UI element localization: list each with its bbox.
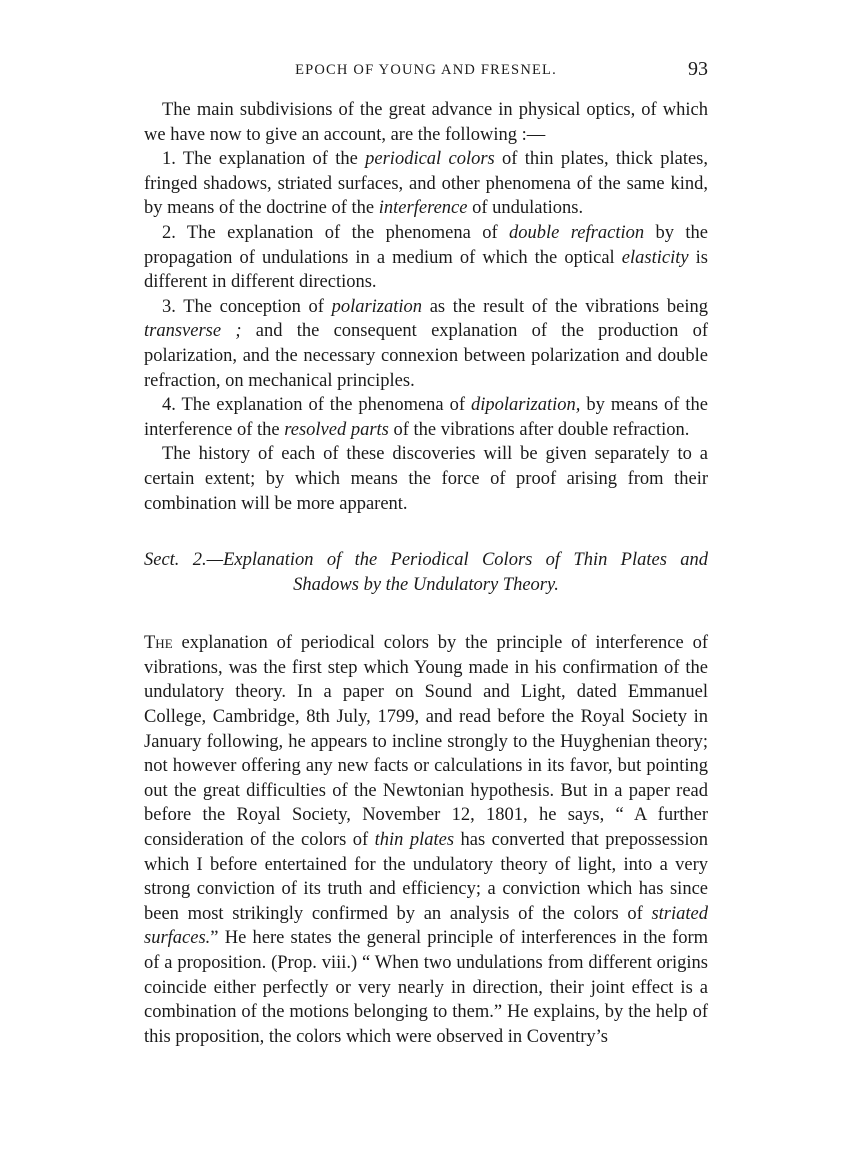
list-item-text: 3. The conception of <box>162 296 332 317</box>
running-head-title: EPOCH OF YOUNG AND FRESNEL. <box>295 62 557 78</box>
list-item-text: 4. The explanation of the phenomena of <box>162 395 471 416</box>
section-heading <box>144 548 708 597</box>
section-body-paragraph <box>144 631 708 1049</box>
list-item-text: of the vibrations after double refraction. <box>388 419 690 440</box>
list-item-text: 1. The explanation of the <box>162 149 366 170</box>
emphasis: thin plates <box>374 830 455 851</box>
small-caps-lead-word: The <box>144 633 173 654</box>
emphasis: striated surfaces. <box>144 903 708 949</box>
emphasis: resolved parts <box>284 419 389 440</box>
emphasis: polarization <box>331 296 423 317</box>
list-item-4 <box>144 393 708 442</box>
list-item-text: by means of the interference of the <box>144 395 708 440</box>
list-item-text: by the propagation of undulations in a medium of which the optical <box>144 222 708 268</box>
emphasis: transverse ; <box>144 321 242 342</box>
emphasis: double refraction <box>509 222 645 243</box>
emphasis: interference <box>378 198 468 219</box>
list-item-text: of undulations. <box>467 198 584 219</box>
page-number: 93 <box>688 58 708 80</box>
main-text <box>144 98 708 1049</box>
emphasis: elasticity <box>621 247 689 268</box>
list-item-text: of thin plates, thick plates, fringed shadows, striated surfaces, and other phenomena of the same kind, by means of the doctrine of the <box>144 149 708 219</box>
list-item-3 <box>144 295 708 393</box>
list-item-text: and the consequent explanation of the production of polarization, and the necessary connexion between polarization and double refraction, on mechanical principles. <box>144 321 708 391</box>
body-text: ” He here states the general principle of interferences in the form of a proposition. (Prop. viii.) “ When two undulations from different origins coincide either perfectly or very nearly in direction, their joint effect is a combination of the motions belonging to them.” He explains, by the help of this proposition, the colors which were observed in Coventry’s <box>144 928 708 1047</box>
list-item-text: is different in different directions. <box>144 247 709 293</box>
section-heading-line-2: Shadows by the Undulatory Theory. <box>293 574 559 595</box>
list-item-2 <box>144 221 708 295</box>
body-text: has converted that prepossession which I before entertained for the undulatory theory of light, into a very strong conviction of its truth and efficiency; a conviction which has since been most strikingly confirmed by an analysis of the colors of <box>144 830 708 924</box>
section-heading-line-1: Sect. 2.—Explanation of the Periodical Colors of Thin Plates and <box>144 550 708 571</box>
emphasis: periodical colors <box>365 149 495 170</box>
summary-paragraph: The history of each of these discoveries will be given separately to a certain extent; by which means the force of proof arising from their combination will be more apparent. <box>144 444 708 514</box>
intro-paragraph: The main subdivisions of the great advance in physical optics, of which we have now to give an account, are the following :— <box>144 100 708 145</box>
running-head <box>144 58 708 84</box>
body-text: explanation of periodical colors by the principle of interference of vibrations, was the first step which Young made in his confirmation of the undulatory theory. In a paper on Sound and Light, dated Emmanuel College, Cambridge, 8th July, 1799, and read before the Royal Society in January following, he appears to incline strongly to the Huyghenian theory; not however offering any new facts or calculations in its favor, but pointing out the great difficulties of the Newtonian hypothesis. But in a paper read before the Royal Society, November 12, 1801, he says, “ A further consideration of the colors of <box>144 633 708 851</box>
list-item-text: 2. The explanation of the phenomena of <box>162 222 510 243</box>
emphasis: dipolarization, <box>470 395 581 416</box>
list-item-text: as the result of the vibrations being <box>422 296 708 317</box>
list-item-1 <box>144 147 708 221</box>
